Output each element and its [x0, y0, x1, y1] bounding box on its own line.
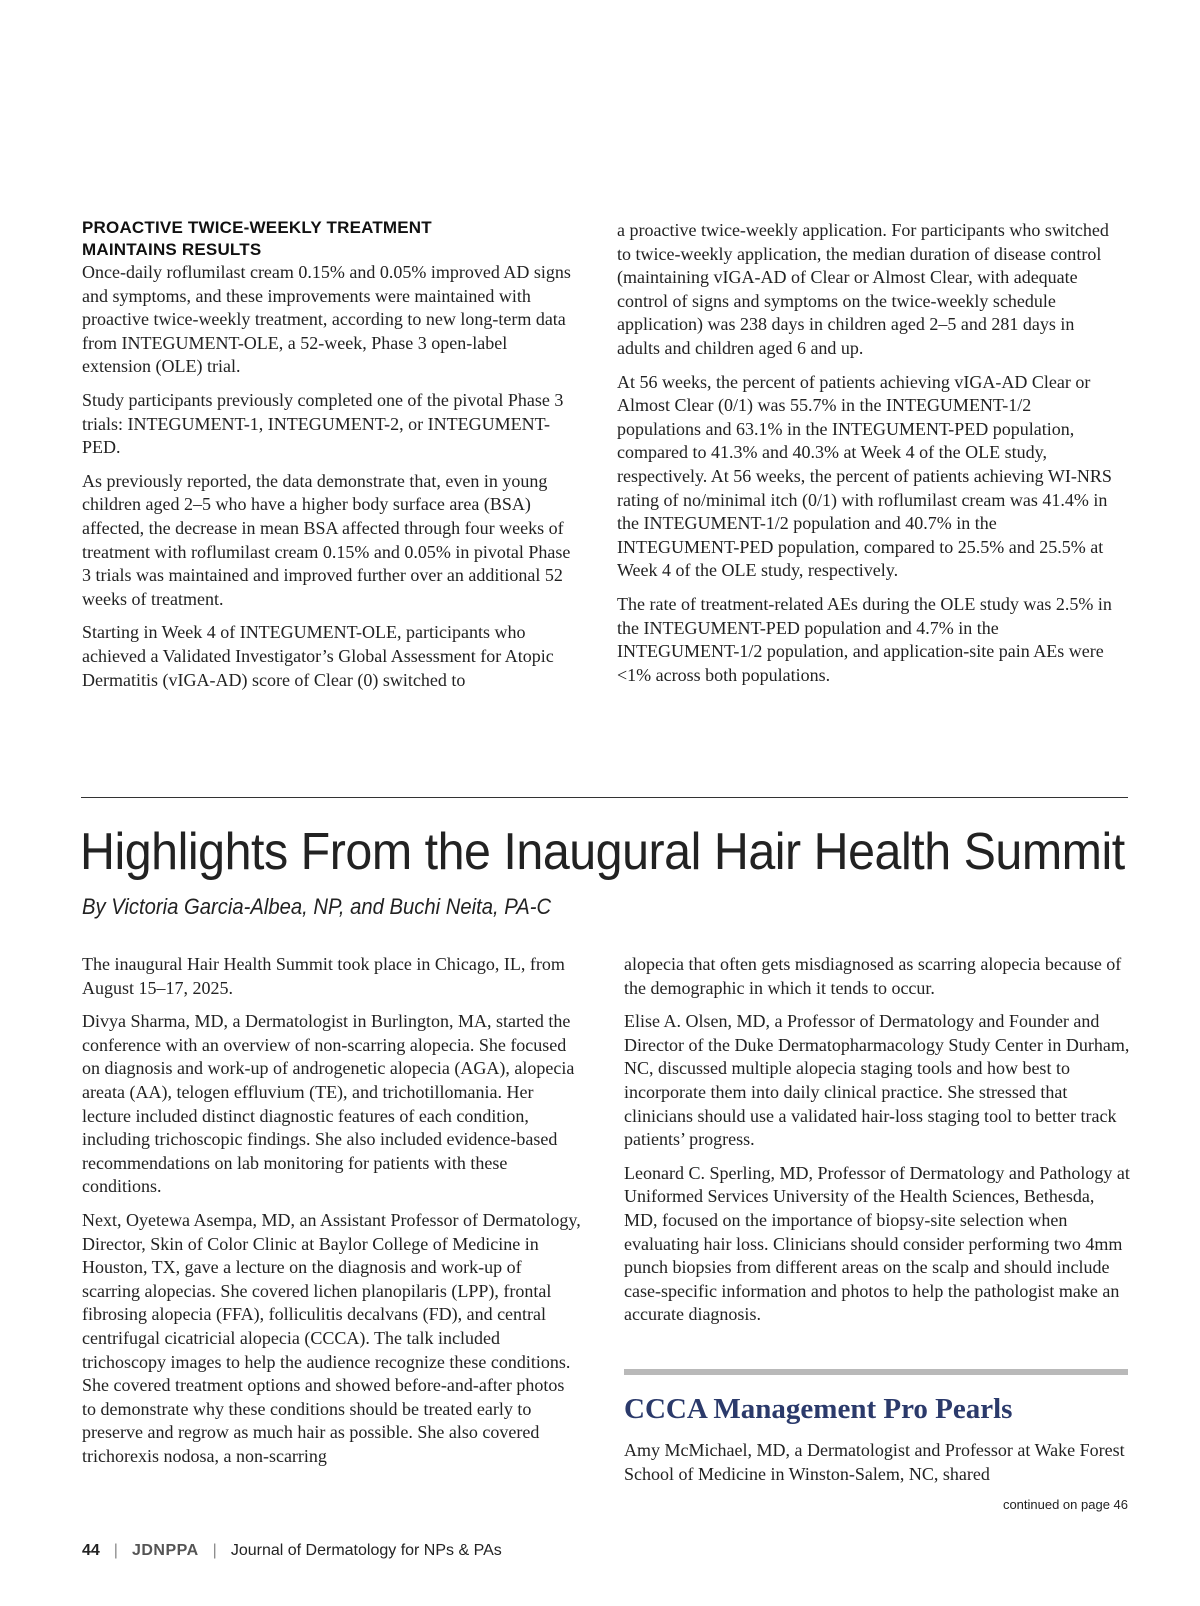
- sidebar-rule: [624, 1369, 1128, 1375]
- journal-name: Journal of Dermatology for NPs & PAs: [230, 1542, 502, 1559]
- continued-note: continued on page 46: [1002, 1497, 1128, 1512]
- section-heading-line2: MAINTAINS RESULTS: [82, 240, 262, 259]
- footer-separator: |: [113, 1542, 118, 1559]
- paragraph: The rate of treatment-related AEs during the OLE study was 2.5% in the INTEGUMENT-PED population and 4.7% in the INTEGUMENT-1/2 population, and application-site pain AEs were <1% across both populations.: [617, 593, 1112, 685]
- article-left-column: [82, 953, 582, 1478]
- paragraph: At 56 weeks, the percent of patients achieving vIGA-AD Clear or Almost Clear (0/1) was 55.7% in the INTEGUMENT-1/2 populations and 63.1% in the INTEGUMENT-PED population, compared to 41.3% and 40.3% at Week 4 of the OLE study, respectively. At 56 weeks, the percent of patients achieving WI-NRS rating of no/minimal itch (0/1) with roflumilast cream was 41.4% in the INTEGUMENT-1/2 population and 40.7% in the INTEGUMENT-PED population, compared to 25.5% and 25.5% at Week 4 of the OLE study, respectively.: [617, 371, 1112, 581]
- journal-brand: JDNPPA: [131, 1542, 199, 1559]
- upper-right-column: [617, 219, 1117, 697]
- paragraph: a proactive twice-weekly application. For participants who switched to twice-weekly application, the median duration of disease control (maintaining vIGA-AD of Clear or Almost Clear, with adequate control of signs and symptoms on the twice-weekly schedule application) was 238 days in children aged 2–5 and 281 days in adults and children aged 6 and up.: [617, 220, 1109, 358]
- page-footer: [82, 1541, 502, 1561]
- sidebar-heading: CCCA Management Pro Pearls: [624, 1393, 1013, 1425]
- paragraph: Once-daily roflumilast cream 0.15% and 0.05% improved AD signs and symptoms, and these improvements were maintained with proactive twice-weekly treatment, according to new long-term data from INTEGUMENT-OLE, a 52-week, Phase 3 open-label extension (OLE) trial.: [82, 262, 571, 377]
- paragraph: Starting in Week 4 of INTEGUMENT-OLE, participants who achieved a Validated Investigator’s Global Assessment for Atopic Dermatitis (vIGA-AD) score of Clear (0) switched to: [82, 622, 554, 690]
- article-right-column: [624, 953, 1130, 1337]
- footer-separator: |: [212, 1542, 217, 1559]
- paragraph: Elise A. Olsen, MD, a Professor of Dermatology and Founder and Director of the Duke Dermatopharmacology Study Center in Durham, NC, discussed multiple alopecia staging tools and how best to incorporate them into daily clinical practice. She stressed that clinicians should use a validated hair-loss staging tool to better track patients’ progress.: [624, 1011, 1130, 1150]
- paragraph: Amy McMichael, MD, a Dermatologist and Professor at Wake Forest School of Medicine in Winston-Salem, NC, shared: [624, 1440, 1125, 1484]
- paragraph: The inaugural Hair Health Summit took place in Chicago, IL, from August 15–17, 2025.: [82, 954, 565, 998]
- sidebar-body: [624, 1439, 1130, 1496]
- page-number: 44: [82, 1542, 100, 1559]
- section-heading-line1: PROACTIVE TWICE-WEEKLY TREATMENT: [82, 218, 432, 237]
- article-byline: By Victoria Garcia-Albea, NP, and Buchi Neita, PA-C: [82, 894, 552, 919]
- paragraph: Leonard C. Sperling, MD, Professor of Dermatology and Pathology at Uniformed Services University of the Health Sciences, Bethesda, MD, focused on the importance of biopsy-site selection when evaluating hair loss. Clinicians should consider performing two 4mm punch biopsies from different areas on the scalp and should include case-specific information and photos to help the pathologist make an accurate diagnosis.: [624, 1162, 1130, 1325]
- paragraph: Next, Oyetewa Asempa, MD, an Assistant Professor of Dermatology, Director, Skin of Color Clinic at Baylor College of Medicine in Houston, TX, gave a lecture on the diagnosis and work-up of scarring alopecias. She covered lichen planopilaris (LPP), frontal fibrosing alopecia (FFA), folliculitis decalvans (FD), and central centrifugal cicatricial alopecia (CCCA). The talk included trichoscopy images to help the audience recognize these conditions. She covered treatment options and showed before-and-after photos to demonstrate why these conditions should be treated early to preserve and regrow as much hair as possible. She also covered trichorexis nodosa, a non-scarring: [82, 1209, 581, 1466]
- paragraph: Divya Sharma, MD, a Dermatologist in Burlington, MA, started the conference with an overview of non-scarring alopecia. She focused on diagnosis and work-up of androgenetic alopecia (AGA), alopecia areata (AA), telogen effluvium (TE), and trichotillomania. Her lecture included distinct diagnostic features of each condition, including trichoscopic findings. She also included evidence-based recommendations on lab monitoring for patients with these conditions.: [82, 1011, 575, 1197]
- paragraph: alopecia that often gets misdiagnosed as scarring alopecia because of the demographic in which it tends to occur.: [624, 954, 1122, 998]
- paragraph: As previously reported, the data demonstrate that, even in young children aged 2–5 who have a higher body surface area (BSA) affected, the decrease in mean BSA affected through four weeks of treatment with roflumilast cream 0.15% and 0.05% in pivotal Phase 3 trials was maintained and improved further over an additional 52 weeks of treatment.: [82, 470, 571, 609]
- section-divider: [81, 797, 1128, 798]
- paragraph: Study participants previously completed one of the pivotal Phase 3 trials: INTEGUMENT-1, INTEGUMENT-2, or INTEGUMENT-PED.: [82, 389, 564, 458]
- upper-left-column: [82, 217, 572, 702]
- article-title: Highlights From the Inaugural Hair Health Summit: [80, 823, 1125, 881]
